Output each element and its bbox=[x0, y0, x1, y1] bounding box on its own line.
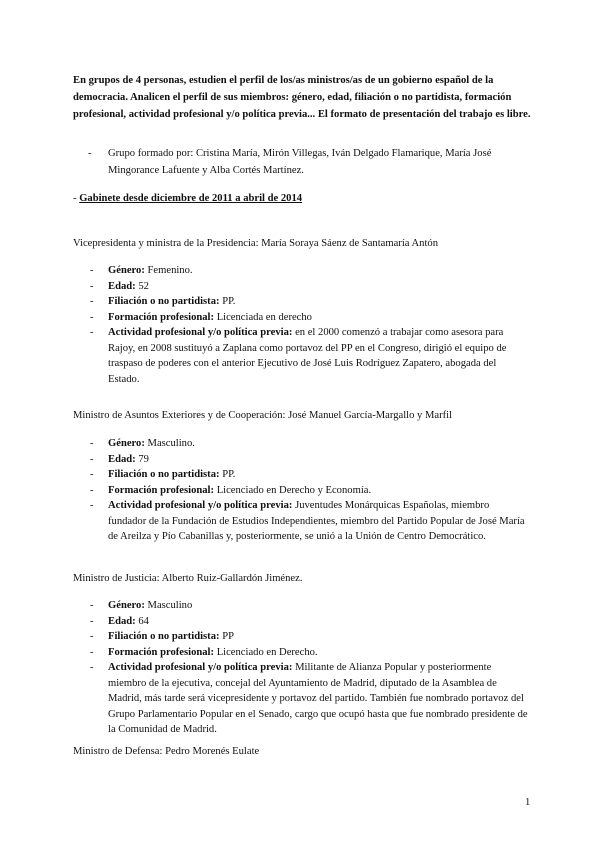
bullet-dash: - bbox=[90, 311, 94, 323]
attr-value: 64 bbox=[138, 615, 149, 627]
attr-value: Militante de Alianza Popular y posteriormente miembro de la ejecutiva, concejal del Ayuntamiento de Madrid, diputado de la Asamblea de Madrid, más tarde será vicepresidente y portavoz del partido. También fue nombrado portavoz del Grupo Parlamentario Popular en el Senado, cargo que ocupó hasta que fue nombrado presidente de la Comunidad de Madrid. bbox=[108, 662, 528, 735]
attr-value: Juventudes Monárquicas Españolas, miembro fundador de la Fundación de Estudios Independientes, miembro del Partido Popular de José María de Areilza y Pío Cabanillas y, posteriormente, se unió a la Unión de Centro Democrático. bbox=[108, 500, 525, 542]
bullet-dash: - bbox=[90, 662, 94, 673]
authors-list bbox=[88, 145, 528, 179]
heading-text: Gabinete desde diciembre de 2011 a abril de 2014 bbox=[79, 193, 303, 204]
bullet-dash: - bbox=[90, 631, 94, 642]
bullet-dash: - bbox=[90, 615, 94, 627]
attr-actividad bbox=[90, 498, 530, 545]
attr-value: 52 bbox=[138, 280, 149, 292]
attr-filiacion bbox=[90, 467, 530, 483]
minister-title: Vicepresidenta y ministra de la Presidencia: María Soraya Sáenz de Santamaría Antón bbox=[73, 238, 439, 249]
attr-formacion bbox=[90, 310, 530, 326]
attr-label: Formación profesional: bbox=[108, 484, 215, 496]
attr-label: Actividad profesional y/o política previa: bbox=[108, 500, 293, 511]
minister-title: Ministro de Defensa: Pedro Morenés Eulate bbox=[73, 746, 260, 757]
attr-genero bbox=[90, 436, 530, 452]
attr-edad bbox=[90, 279, 530, 295]
bullet-dash: - bbox=[90, 438, 94, 449]
bullet-dash: - bbox=[90, 600, 94, 611]
page-number: 1 bbox=[525, 797, 531, 808]
attr-value: Licenciada en derecho bbox=[216, 311, 312, 323]
attr-edad bbox=[90, 614, 530, 630]
bullet-dash: - bbox=[90, 327, 94, 338]
attr-label: Filiación o no partidista: bbox=[108, 631, 220, 642]
attr-value: PP. bbox=[222, 296, 236, 307]
bullet-dash: - bbox=[90, 265, 94, 276]
attr-label: Actividad profesional y/o política previa: bbox=[108, 327, 293, 338]
bullet-dash: - bbox=[90, 280, 94, 292]
attr-label: Género: bbox=[108, 265, 145, 276]
attr-label: Edad: bbox=[108, 615, 136, 627]
attr-genero bbox=[90, 263, 530, 279]
attr-value: en el 2000 comenzó a trabajar como asesora para Rajoy, en 2008 sustituyó a Zaplana como portavoz del PP en el Congreso, dirigió el equipo de traspaso de poderes con el anterior Ejecutivo de José Luis Rodríguez Zapatero, abogada del Estado. bbox=[108, 327, 507, 385]
attr-genero bbox=[90, 598, 530, 614]
attr-label: Actividad profesional y/o política previa: bbox=[108, 662, 293, 673]
attr-value: 79 bbox=[138, 453, 149, 465]
attr-label: Género: bbox=[108, 438, 145, 449]
bullet-dash: - bbox=[90, 469, 94, 480]
minister-attributes bbox=[90, 598, 530, 738]
attr-value: PP. bbox=[222, 469, 236, 480]
bullet-dash: - bbox=[88, 148, 92, 159]
attr-label: Género: bbox=[108, 600, 145, 611]
attr-label: Edad: bbox=[108, 453, 136, 465]
authors-item bbox=[88, 145, 528, 179]
attr-label: Edad: bbox=[108, 280, 136, 292]
bullet-dash: - bbox=[90, 646, 94, 658]
bullet-dash: - bbox=[90, 296, 94, 307]
section-heading bbox=[73, 190, 302, 207]
attr-edad bbox=[90, 452, 530, 468]
heading-prefix: - bbox=[73, 193, 80, 204]
bullet-dash: - bbox=[90, 484, 94, 496]
attr-value: Licenciado en Derecho. bbox=[216, 646, 318, 658]
minister-title: Ministro de Asuntos Exteriores y de Cooperación: José Manuel García-Margallo y Marfil bbox=[73, 410, 453, 421]
attr-label: Formación profesional: bbox=[108, 311, 215, 323]
attr-formacion bbox=[90, 483, 530, 499]
minister-title: Ministro de Justicia: Alberto Ruiz-Gallardón Jiménez. bbox=[73, 573, 303, 584]
attr-label: Formación profesional: bbox=[108, 646, 215, 658]
attr-filiacion bbox=[90, 294, 530, 310]
bullet-dash: - bbox=[90, 453, 94, 465]
attr-formacion bbox=[90, 645, 530, 661]
attr-value: PP bbox=[222, 631, 234, 642]
minister-attributes bbox=[90, 436, 530, 545]
attr-value: Femenino. bbox=[147, 265, 193, 276]
attr-value: Masculino bbox=[147, 600, 193, 611]
authors-text: Grupo formado por: Cristina María, Mirón Villegas, Iván Delgado Flamarique, María José Mingorance Lafuente y Alba Cortés Martínez. bbox=[108, 148, 492, 176]
attr-label: Filiación o no partidista: bbox=[108, 296, 220, 307]
attr-value: Masculino. bbox=[147, 438, 195, 449]
bullet-dash: - bbox=[90, 500, 94, 511]
attr-actividad bbox=[90, 660, 530, 738]
attr-value: Licenciado en Derecho y Economía. bbox=[216, 484, 372, 496]
attr-label: Filiación o no partidista: bbox=[108, 469, 220, 480]
attr-actividad bbox=[90, 325, 530, 387]
assignment-instructions: En grupos de 4 personas, estudien el perfil de los/as ministros/as de un gobierno español de la democracia. Analicen el perfil de sus miembros: género, edad, filiación o no partidista, formación profesional, actividad profesional y/o política previa... El formato de presentación del trabajo es libre. bbox=[73, 75, 531, 120]
attr-filiacion bbox=[90, 629, 530, 645]
minister-attributes bbox=[90, 263, 530, 387]
